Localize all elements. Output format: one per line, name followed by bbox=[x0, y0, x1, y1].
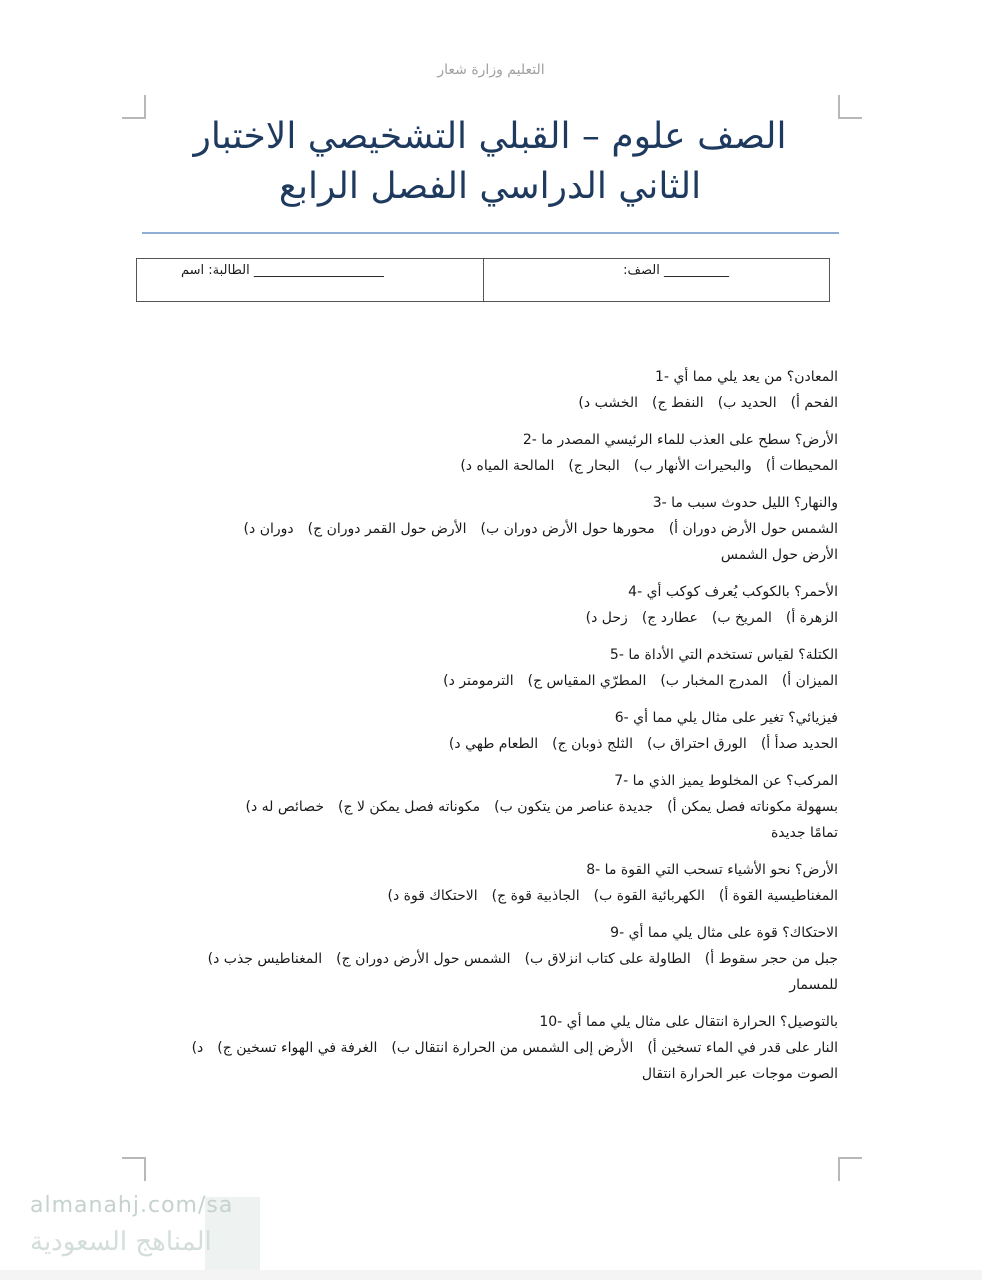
answer-option[interactable]: جديدة عناصر من يتكون ب) bbox=[494, 799, 654, 815]
question-stem: بالتوصيل؟ الحرارة انتقال على مثال يلي مما أي -10 bbox=[539, 1014, 838, 1030]
question-stem: المعادن؟ من يعد يلي مما أي -1 bbox=[655, 369, 838, 385]
question-stem: الكتلة؟ لقياس تستخدم التي الأداة ما -5 bbox=[609, 647, 838, 663]
question-options bbox=[140, 883, 838, 909]
question-options bbox=[140, 668, 838, 694]
answer-option[interactable]: الكهربائية القوة ب) bbox=[593, 888, 705, 904]
questions-list bbox=[140, 364, 838, 1098]
class-label: __________ الصف: bbox=[623, 263, 729, 278]
watermark-url: almanahj.com/sa bbox=[30, 1193, 234, 1218]
corner-mark-bottom-right bbox=[838, 1157, 862, 1181]
question-options bbox=[140, 453, 838, 479]
title-underline bbox=[142, 232, 839, 234]
answer-option[interactable]: الحديد ب) bbox=[717, 395, 777, 411]
question-options bbox=[140, 731, 838, 757]
answer-option[interactable]: الميزان أ) bbox=[781, 673, 838, 689]
watermark-brand: المناهج السعودية bbox=[30, 1227, 212, 1257]
answer-option[interactable]: زحل د) bbox=[585, 610, 628, 626]
student-name-label: ____________________ الطالبة: اسم bbox=[181, 263, 384, 278]
answer-option[interactable]: مكوناته فصل يمكن لا ج) bbox=[338, 799, 481, 815]
answer-option[interactable]: خصائص له د) bbox=[245, 799, 324, 815]
question-options-continuation: للمسمار bbox=[789, 977, 838, 993]
answer-option[interactable]: عطارد ج) bbox=[641, 610, 698, 626]
answer-option[interactable]: المريخ ب) bbox=[711, 610, 772, 626]
answer-option[interactable]: بسهولة مكوناته فصل يمكن أ) bbox=[667, 799, 838, 815]
document-title bbox=[140, 112, 840, 212]
answer-option[interactable]: الأرض إلى الشمس من الحرارة انتقال ب) bbox=[391, 1040, 634, 1056]
answer-option[interactable]: دوران د) bbox=[243, 521, 294, 537]
question-item bbox=[140, 857, 838, 909]
question-options bbox=[140, 794, 838, 820]
corner-mark-top-right bbox=[838, 95, 862, 119]
student-info-table bbox=[136, 258, 830, 302]
answer-option[interactable]: المحيطات أ) bbox=[765, 458, 838, 474]
question-item bbox=[140, 364, 838, 416]
question-options bbox=[140, 1035, 838, 1061]
question-item bbox=[140, 490, 838, 568]
answer-option[interactable]: الجاذبية قوة ج) bbox=[491, 888, 580, 904]
answer-option[interactable]: المغناطيسية القوة أ) bbox=[718, 888, 838, 904]
answer-option[interactable]: المغناطيس جذب د) bbox=[207, 951, 323, 967]
question-options bbox=[140, 390, 838, 416]
answer-option[interactable]: الحديد صدأ أ) bbox=[760, 736, 838, 752]
answer-option[interactable]: المطرّي المقياس ج) bbox=[527, 673, 647, 689]
title-line-1: الصف علوم – القبلي التشخيصي الاختبار bbox=[193, 116, 787, 157]
question-stem: الأرض؟ سطح على العذب للماء الرئيسي المصدر ما -2 bbox=[522, 432, 838, 448]
question-stem: المركب؟ عن المخلوط يميز الذي ما -7 bbox=[614, 773, 838, 789]
answer-option[interactable]: الزهرة أ) bbox=[785, 610, 838, 626]
answer-option[interactable]: الخشب د) bbox=[578, 395, 638, 411]
watermark bbox=[0, 1185, 260, 1280]
question-item bbox=[140, 768, 838, 846]
question-item bbox=[140, 579, 838, 631]
question-item bbox=[140, 427, 838, 479]
class-cell[interactable] bbox=[484, 259, 830, 301]
student-name-cell[interactable] bbox=[137, 259, 484, 301]
question-stem: الأحمر؟ بالكوكب يُعرف كوكب أي -4 bbox=[628, 584, 838, 600]
question-options bbox=[140, 516, 838, 542]
answer-option[interactable]: الاحتكاك قوة د) bbox=[387, 888, 478, 904]
answer-option[interactable]: الورق احتراق ب) bbox=[647, 736, 747, 752]
answer-option[interactable]: الشمس حول الأرض دوران ج) bbox=[336, 951, 511, 967]
question-item bbox=[140, 642, 838, 694]
answer-option[interactable]: الأرض حول القمر دوران ج) bbox=[307, 521, 467, 537]
corner-mark-bottom-left bbox=[122, 1157, 146, 1181]
answer-option[interactable]: جبل من حجر سقوط أ) bbox=[704, 951, 838, 967]
answer-option[interactable]: الغرفة في الهواء تسخين ج) bbox=[217, 1040, 378, 1056]
answer-option[interactable]: د) bbox=[191, 1040, 204, 1056]
answer-option[interactable]: النار على قدر في الماء تسخين أ) bbox=[647, 1040, 838, 1056]
answer-option[interactable]: الفحم أ) bbox=[790, 395, 838, 411]
question-item bbox=[140, 920, 838, 998]
question-stem: والنهار؟ الليل حدوث سبب ما -3 bbox=[652, 495, 838, 511]
answer-option[interactable]: الشمس حول الأرض دوران أ) bbox=[668, 521, 838, 537]
question-stem: الأرض؟ نحو الأشياء تسحب التي القوة ما -8 bbox=[586, 862, 838, 878]
question-options bbox=[140, 605, 838, 631]
answer-option[interactable]: الترمومتر د) bbox=[443, 673, 514, 689]
answer-option[interactable]: والبحيرات الأنهار ب) bbox=[633, 458, 752, 474]
question-stem: فيزيائي؟ تغير على مثال يلي مما أي -6 bbox=[614, 710, 838, 726]
answer-option[interactable]: المدرج المخبار ب) bbox=[660, 673, 768, 689]
answer-option[interactable]: الطعام طهي د) bbox=[448, 736, 539, 752]
question-item bbox=[140, 705, 838, 757]
question-options bbox=[140, 946, 838, 972]
question-options-continuation: الصوت موجات عبر الحرارة انتقال bbox=[641, 1066, 838, 1082]
title-line-2: الثاني الدراسي الفصل الرابع bbox=[278, 166, 702, 207]
answer-option[interactable]: الطاولة على كتاب انزلاق ب) bbox=[524, 951, 691, 967]
question-stem: الاحتكاك؟ قوة على مثال يلي مما أي -9 bbox=[610, 925, 838, 941]
answer-option[interactable]: الثلج ذوبان ج) bbox=[552, 736, 634, 752]
question-item bbox=[140, 1009, 838, 1087]
answer-option[interactable]: البحار ج) bbox=[568, 458, 620, 474]
question-options-continuation: تمامًا جديدة bbox=[770, 825, 838, 841]
answer-option[interactable]: محورها حول الأرض دوران ب) bbox=[480, 521, 655, 537]
header-logo-text: التعليم وزارة شعار bbox=[437, 62, 545, 78]
answer-option[interactable]: النفط ج) bbox=[652, 395, 704, 411]
question-options-continuation: الأرض حول الشمس bbox=[720, 547, 838, 563]
bottom-band bbox=[0, 1270, 982, 1280]
answer-option[interactable]: المالحة المياه د) bbox=[460, 458, 555, 474]
